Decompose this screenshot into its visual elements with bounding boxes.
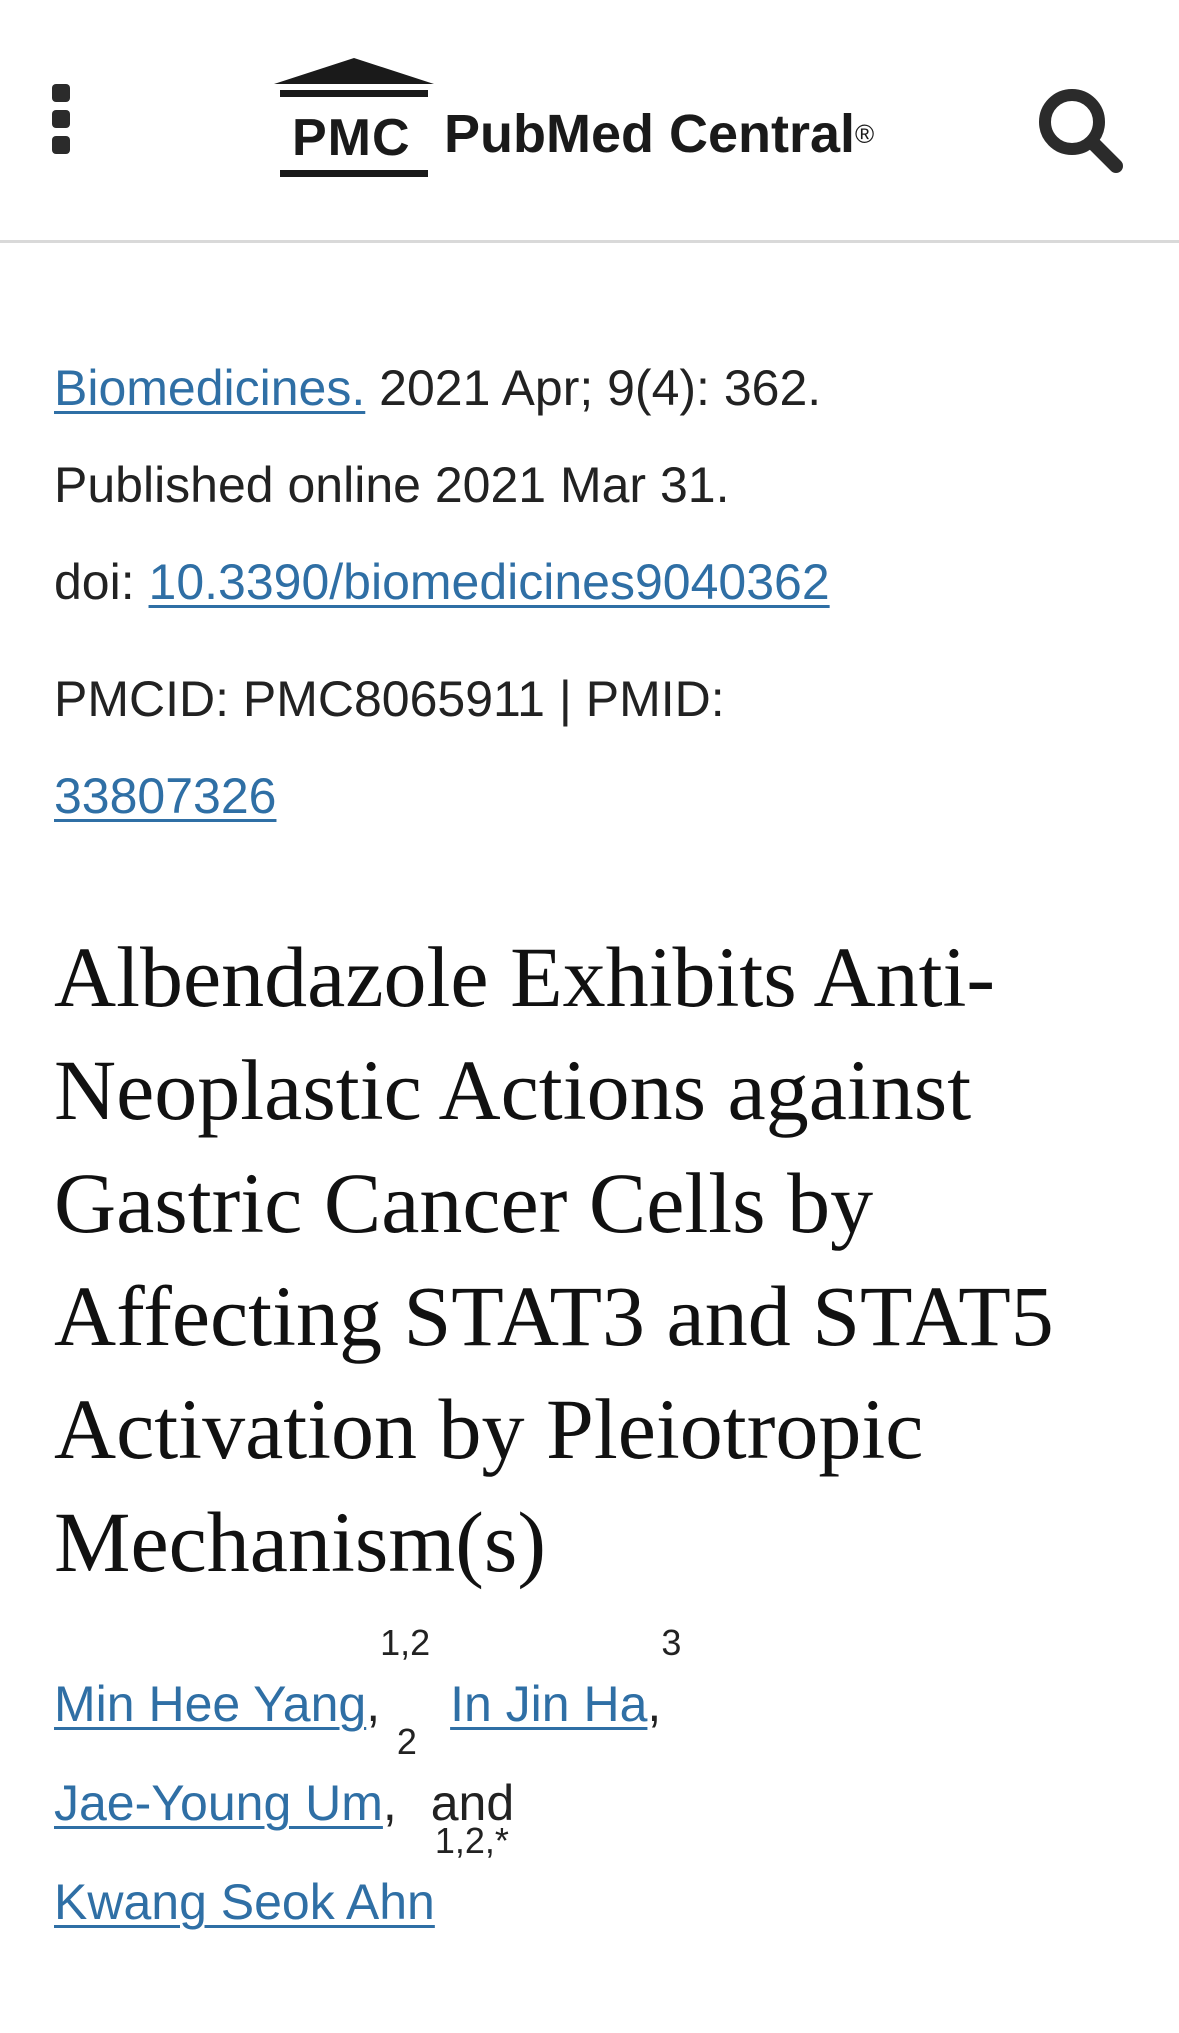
published-date: Published online 2021 Mar 31. [54, 457, 730, 513]
author-link[interactable]: In Jin Ha [450, 1676, 648, 1732]
top-header [0, 0, 1179, 243]
citation-line-journal [54, 340, 1134, 437]
article-title: Albendazole Exhibits Anti-Neoplastic Actions against Gastric Cancer Cells by Affecting STAT3 and STAT5 Activation by Pleiotropic Mechanism(s) [54, 929, 1054, 1590]
doi-label: doi: [54, 554, 135, 610]
identifiers-block [54, 651, 1134, 845]
pmcid-text: PMCID: PMC8065911 | PMID: [54, 671, 725, 727]
menu-icon [52, 84, 70, 102]
citation-line-doi [54, 534, 1134, 631]
author-line [54, 1622, 1134, 1754]
menu-icon-dot [52, 110, 70, 128]
author-link[interactable]: Kwang Seok Ahn [54, 1874, 435, 1930]
author-conjunction: and [416, 1775, 515, 1831]
search-button[interactable] [1034, 84, 1126, 176]
author-affiliation: 1,2 [380, 1622, 431, 1663]
menu-button[interactable] [46, 78, 76, 158]
author-list [54, 1622, 1134, 1952]
citation-issue: 2021 Apr; 9(4): 362. [379, 360, 822, 416]
journal-link[interactable]: Biomedicines. [54, 360, 366, 416]
author-link[interactable]: Min Hee Yang [54, 1676, 367, 1732]
author-line [54, 1820, 1134, 1952]
author-affiliation: 3 [661, 1622, 682, 1663]
citation-block [54, 340, 1134, 631]
pmid-link[interactable]: 33807326 [54, 768, 277, 824]
author-separator: , [382, 1775, 397, 1831]
pmc-logo[interactable] [274, 54, 914, 184]
author-affiliation: 2 [396, 1721, 417, 1762]
logo-name-text: PubMed Central [444, 104, 856, 164]
logo-abbr: PMC [292, 109, 411, 167]
menu-icon-dot [52, 136, 70, 154]
registered-mark: ® [855, 119, 875, 149]
author-link[interactable]: Jae-Young Um [54, 1775, 383, 1831]
author-separator: , [647, 1676, 662, 1732]
author-separator: , [366, 1676, 381, 1732]
author-affiliation: 1,2,* [434, 1820, 509, 1861]
doi-link[interactable]: 10.3390/biomedicines9040362 [148, 554, 830, 610]
search-icon [1034, 84, 1126, 176]
logo-name [444, 104, 874, 164]
article-content [54, 340, 1134, 1952]
author-line [54, 1721, 1134, 1853]
